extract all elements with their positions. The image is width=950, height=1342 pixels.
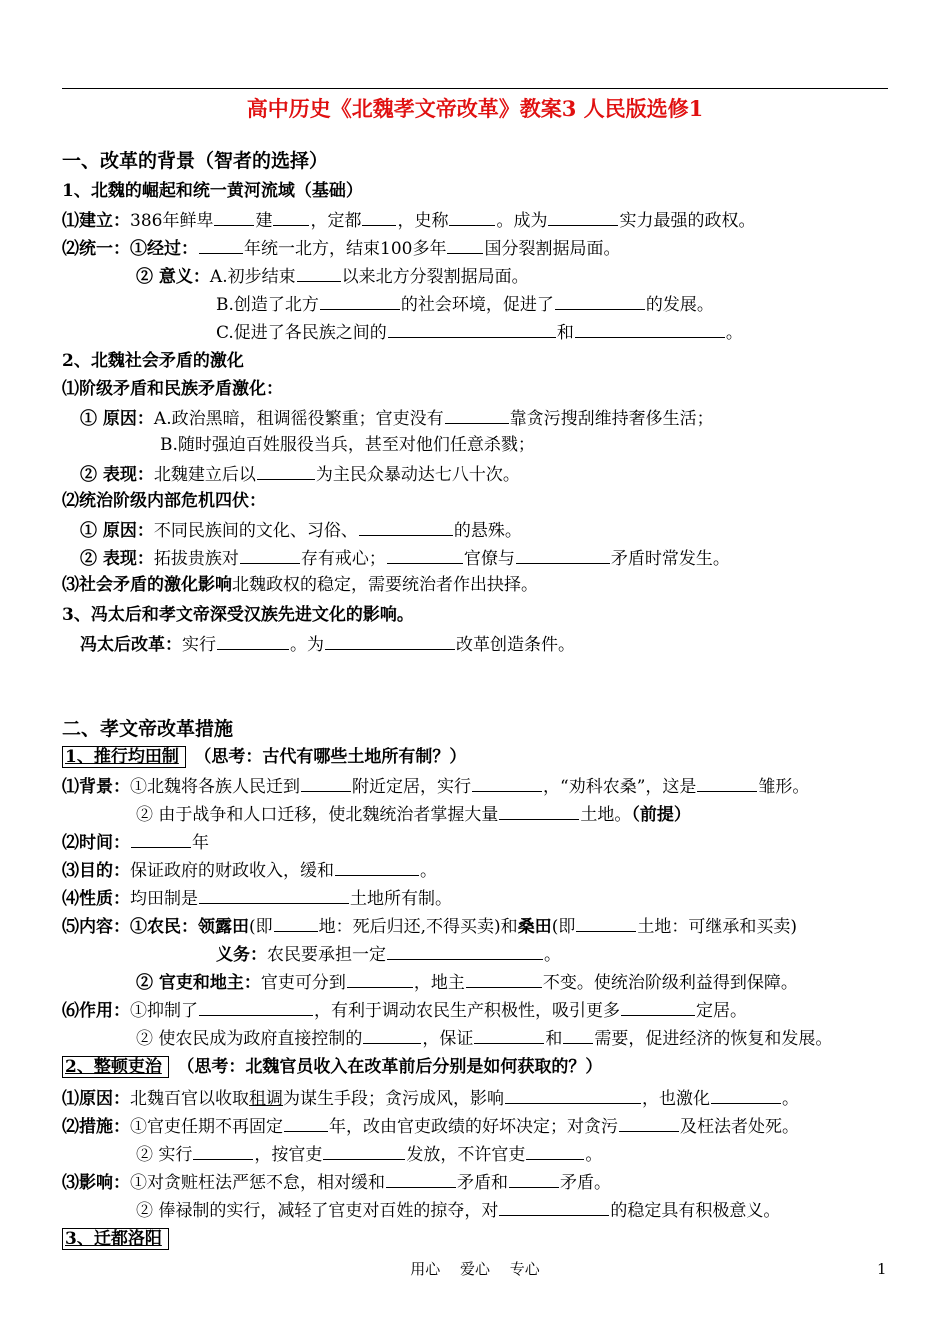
line-duty: 义务：农民要承担一定 。 <box>216 942 950 966</box>
line-time: ⑵时间： 年 <box>62 830 902 854</box>
subsection-1-1: 1、北魏的崛起和统一黄河流域（基础） <box>62 181 363 201</box>
line-purpose: ⑶目的：保证政府的财政收入，缓和 。 <box>62 858 902 882</box>
line-admin-impact-1: ⑶影响：①对贪赃枉法严惩不怠，相对缓和 矛盾和 矛盾。 <box>62 1170 902 1194</box>
line-manifest-1: ② 表现：北魏建立后以 为主民众暴动达七八十次。 <box>80 462 920 486</box>
line-background-2: ② 由于战争和人口迁移，使北魏统治者掌握大量 土地。（前提） <box>136 802 950 826</box>
line-officials: ② 官吏和地主：官吏可分到 ，地主 不变。使统治阶级利益得到保障。 <box>136 970 950 994</box>
section-1-heading: 一、改革的背景（智者的选择） <box>62 150 329 172</box>
line-content-farmers: ⑸内容：①农民：领露田(即 地：死后归还,不得买卖)和桑田(即 土地：可继承和买卖) <box>62 914 902 938</box>
header-rule <box>62 88 888 89</box>
line-significance-b: B.创造了北方 的社会环境，促进了 的发展。 <box>216 292 950 316</box>
line-admin-impact-2: ② 俸禄制的实行，减轻了官吏对百姓的掠夺，对 的稳定具有积极意义。 <box>136 1198 950 1222</box>
line-class-conflict: ⑴阶级矛盾和民族矛盾激化： <box>62 379 283 399</box>
line-cause-a: ① 原因：A.政治黑暗，租调徭役繁重；官吏没有 靠贪污搜刮维持奢侈生活； <box>80 406 920 430</box>
document-title: 高中历史《北魏孝文帝改革》教案3 人民版选修1 <box>246 96 704 121</box>
line-manifest-2: ② 表现：拓拔贵族对 存有戒心； 官僚与 矛盾时常发生。 <box>80 546 920 570</box>
line-unify: ⑵统一：①经过： 年统一北方，结束100多年 国分裂割据局面。 <box>62 236 902 260</box>
measure-2-heading: 2、整顿吏治 （思考：北魏官员收入在改革前后分别是如何获取的？） <box>62 1056 902 1078</box>
line-admin-measure-2: ② 实行 ，按官吏 发放，不许官吏 。 <box>136 1142 950 1166</box>
line-effect-1: ⑹作用：①抑制了 ，有利于调动农民生产积极性，吸引更多 定居。 <box>62 998 902 1022</box>
line-significance-c: C.促进了各民族之间的 和 。 <box>216 320 950 344</box>
line-internal-crisis: ⑵统治阶级内部危机四伏： <box>62 491 266 511</box>
line-admin-measure-1: ⑵措施：①官吏任期不再固定 年，改由官吏政绩的好坏决定；对贪污 及枉法者处死。 <box>62 1114 902 1138</box>
line-feng-reform: 冯太后改革：实行 。为 改革创造条件。 <box>80 632 920 656</box>
line-impact: ⑶社会矛盾的激化影响北魏政权的稳定，需要统治者作出抉择。 <box>62 575 538 595</box>
line-admin-cause: ⑴原因：北魏百官以收取租调为谋生手段；贪污成风，影响 ，也激化 。 <box>62 1086 902 1110</box>
line-significance-a: ② 意义：A.初步结束 以来北方分裂割据局面。 <box>136 264 950 288</box>
subsection-1-3: 3、冯太后和孝文帝深受汉族先进文化的影响。 <box>62 605 414 625</box>
page-footer: 用心 爱心 专心 <box>410 1260 540 1278</box>
section-2-heading: 二、孝文帝改革措施 <box>62 718 234 740</box>
subsection-1-2: 2、北魏社会矛盾的激化 <box>62 351 244 371</box>
line-cause-2: ① 原因：不同民族间的文化、习俗、 的悬殊。 <box>80 518 920 542</box>
line-cause-b: B.随时强迫百姓服役当兵，甚至对他们任意杀戮； <box>160 435 535 455</box>
line-establish: ⑴建立：386年鲜卑 建 ，定都 ，史称 。成为 实力最强的政权。 <box>62 208 902 232</box>
page-number: 1 <box>877 1260 887 1278</box>
measure-3-heading: 3、迁都洛阳 <box>62 1228 902 1250</box>
line-nature: ⑷性质：均田制是 土地所有制。 <box>62 886 902 910</box>
line-background-1: ⑴背景：①北魏将各族人民迁到 附近定居，实行 ，“劝科农桑”，这是 雏形。 <box>62 774 902 798</box>
line-effect-2: ② 使农民成为政府直接控制的 ，保证 和 需要，促进经济的恢复和发展。 <box>136 1026 950 1050</box>
measure-1-heading: 1、推行均田制 （思考：古代有哪些土地所有制？） <box>62 746 902 768</box>
